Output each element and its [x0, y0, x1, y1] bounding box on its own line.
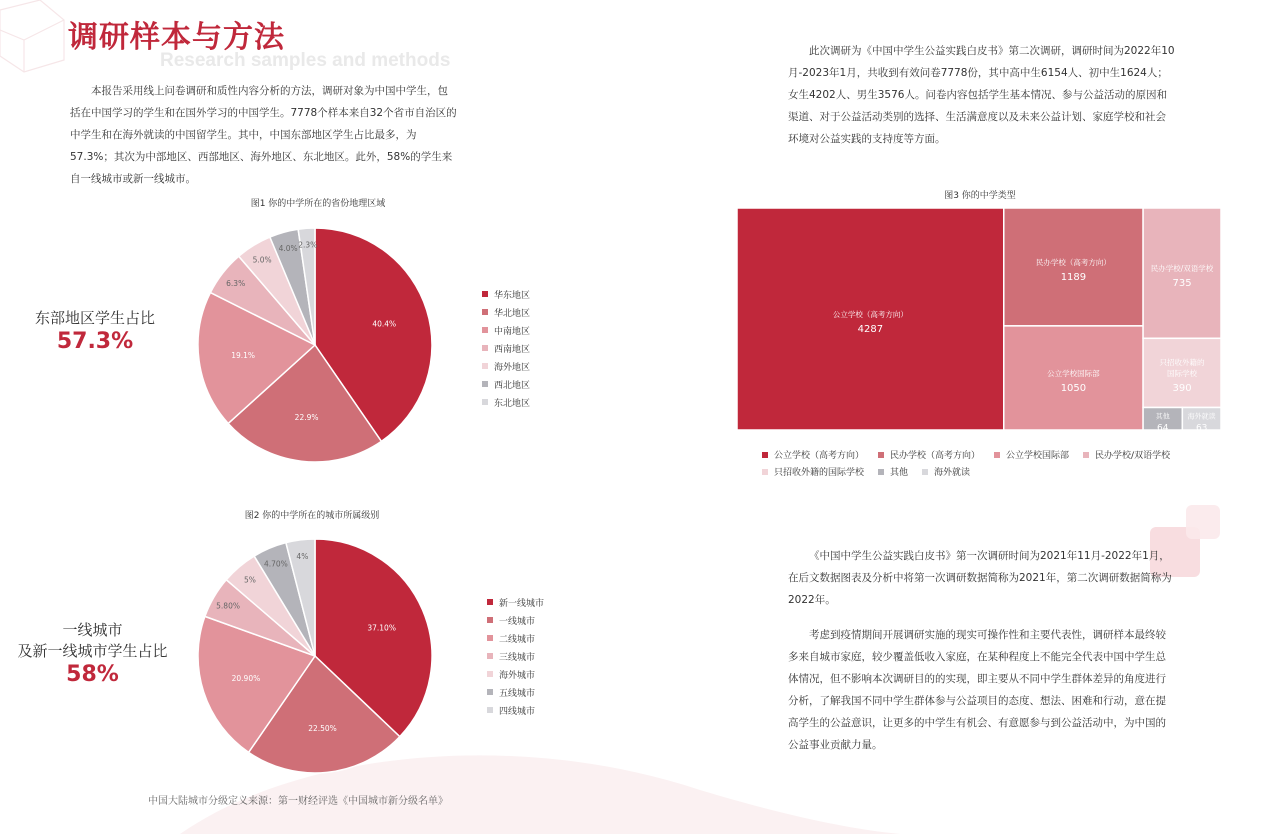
legend-label: 海外地区	[494, 362, 531, 373]
region-legend-item	[482, 339, 530, 357]
legend-swatch	[482, 309, 488, 315]
treemap-cell-value: 1189	[1060, 271, 1087, 283]
treemap-school-type	[737, 208, 1221, 430]
legend-swatch	[487, 689, 493, 695]
legend-swatch	[482, 363, 488, 369]
treemap-cell-value: 4287	[857, 324, 884, 335]
chart3-legend	[762, 446, 1202, 480]
treemap-cell-value: 63	[1195, 423, 1208, 430]
legend-swatch	[482, 345, 488, 351]
region-label-1: 40.4%	[372, 319, 397, 329]
city-label-4: 5.80%	[216, 601, 240, 611]
legend-swatch	[482, 381, 488, 387]
treemap-cell-label: 民办学校（高考方向）	[1035, 257, 1111, 267]
legend-swatch	[994, 452, 1000, 458]
legend-swatch	[878, 469, 884, 475]
pie-chart-region	[190, 222, 440, 472]
page-title: 调研样本与方法	[68, 20, 285, 55]
city-label-3: 20.90%	[231, 674, 261, 684]
legend-swatch	[487, 617, 493, 623]
legend-label: 新一线城市	[499, 598, 545, 609]
stat2-label-line1: 一线城市	[62, 621, 123, 639]
legend-label: 四线城市	[499, 706, 536, 717]
legend-label: 只招收外籍的国际学校	[774, 468, 865, 478]
city-legend-item	[487, 611, 544, 629]
limitation-paragraph: 考虑到疫情期间开展调研实施的现实可操作性和主要代表性，调研样本最终较多来自城市家庭，较少覆盖低收入家庭，在某种程度上不能完全代表中国中学生总体情况，但不影响本次调研目的的实现，即主要从不同中学生群体差异的角度进行分析，了解我国不同中学生群体参与公益项目的态度、想法、困难和行动，意在提高学生的公益意识，让更多的中学生有机会、有意愿参与到公益活动中，为中国的公益事业贡献力量。	[788, 629, 1166, 751]
treemap-cell-label: 公立学校（高考方向）	[832, 310, 908, 319]
city-label-1: 37.10%	[367, 623, 396, 633]
legend-label: 二线城市	[499, 634, 536, 645]
school-type-legend-item	[994, 446, 1069, 463]
city-label-5: 5%	[243, 575, 256, 585]
legend-label: 华北地区	[494, 308, 531, 319]
chart2-legend	[487, 593, 544, 719]
region-label-4: 6.3%	[226, 279, 246, 289]
source-footnote: 中国大陆城市分级定义来源：第一财经评选《中国城市新分级名单》	[148, 796, 448, 807]
legend-swatch	[922, 469, 928, 475]
region-legend-item	[482, 285, 530, 303]
pie-chart-city	[190, 533, 440, 783]
legend-label: 公立学校国际部	[1006, 451, 1070, 461]
treemap-cell-label: 其他	[1155, 412, 1170, 421]
first-survey-paragraph: 《中国中学生公益实践白皮书》第一次调研时间为2021年11月-2022年1月，在后文数据图表及分析中将第一次调研数据简称为2021年，第二次调研数据简称为2022年。	[788, 550, 1172, 606]
legend-swatch	[482, 399, 488, 405]
legend-label: 三线城市	[499, 652, 536, 663]
legend-label: 西南地区	[494, 344, 531, 355]
school-type-legend-item	[1083, 446, 1170, 463]
chart1-legend	[482, 285, 530, 411]
legend-label: 东北地区	[494, 398, 531, 409]
city-label-7: 4%	[296, 552, 309, 562]
legend-swatch	[482, 327, 488, 333]
legend-label: 一线城市	[499, 616, 536, 627]
square-decoration-small	[1186, 505, 1220, 539]
region-legend-item	[482, 321, 530, 339]
treemap-cell-value: 735	[1172, 278, 1192, 290]
treemap-cell-label: 国际学校	[1167, 368, 1198, 378]
region-label-2: 22.9%	[294, 413, 319, 423]
legend-label: 华东地区	[494, 290, 531, 301]
stat1-label: 东部地区学生占比	[34, 309, 155, 327]
legend-swatch	[487, 653, 493, 659]
school-type-legend-item	[922, 463, 970, 480]
stat1-value: 57.3%	[56, 329, 134, 354]
school-type-legend-item	[762, 463, 864, 480]
treemap-cell-label: 公立学校国际部	[1047, 368, 1100, 378]
legend-label: 其他	[890, 468, 909, 478]
region-legend-item	[482, 393, 530, 411]
region-legend-item	[482, 375, 530, 393]
treemap-cell-label: 民办学校/双语学校	[1150, 264, 1214, 274]
legend-swatch	[762, 469, 768, 475]
legend-label: 民办学校（高考方向）	[890, 451, 981, 461]
treemap-cell-value: 1050	[1060, 382, 1087, 394]
legend-swatch	[487, 635, 493, 641]
stat2-value: 58%	[66, 662, 119, 687]
region-label-5: 5.0%	[252, 255, 272, 265]
legend-label: 民办学校/双语学校	[1095, 451, 1171, 461]
legend-label: 五线城市	[499, 688, 536, 699]
city-legend-item	[487, 701, 544, 719]
school-type-legend-item	[762, 446, 864, 463]
legend-swatch	[762, 452, 768, 458]
legend-swatch	[1083, 452, 1089, 458]
intro-paragraph: 本报告采用线上问卷调研和质性内容分析的方法，调研对象为中国中学生，包括在中国学习的学生和在国外学习的中国学生。7778个样本来自32个省市自治区的中学生和在海外就读的中国留学生。其中，中国东部地区学生占比最多，为57.3%；其次为中部地区、西部地区、海外地区、东北地区。此外，58%的学生来自一线城市或新一线城市。	[70, 85, 457, 185]
chart2-title: 图2 你的中学所在的城市所属级别	[244, 511, 380, 521]
treemap-cell-label: 只招收外籍的	[1159, 357, 1205, 367]
region-legend-item	[482, 303, 530, 321]
treemap-cell-label: 海外就读	[1187, 412, 1216, 421]
region-label-6: 4.0%	[278, 244, 298, 254]
city-legend-item	[487, 593, 544, 611]
treemap-cell-value: 390	[1172, 382, 1192, 394]
city-label-6: 4.70%	[263, 559, 288, 569]
legend-swatch	[487, 671, 493, 677]
region-legend-item	[482, 357, 530, 375]
city-label-2: 22.50%	[308, 724, 337, 734]
city-legend-item	[487, 665, 544, 683]
region-label-3: 19.1%	[231, 350, 256, 360]
chart1-title: 图1 你的中学所在的省份地理区域	[250, 199, 386, 209]
legend-label: 海外城市	[499, 670, 536, 681]
page-subtitle: Research samples and methods	[160, 50, 451, 71]
city-legend-item	[487, 629, 544, 647]
legend-swatch	[482, 291, 488, 297]
legend-label: 中南地区	[494, 326, 531, 337]
survey-paragraph: 此次调研为《中国中学生公益实践白皮书》第二次调研，调研时间为2022年10月-2023年1月，共收到有效问卷7778份，其中高中生6154人、初中生1624人；女生4202人、男生3576人。问卷内容包括学生基本情况、参与公益活动的原因和渠道、对于公益活动类别的选择、生活满意度以及未来公益计划、家庭学校和社会环境对公益实践的支持度等方面。	[788, 45, 1175, 145]
legend-swatch	[878, 452, 884, 458]
legend-label: 公立学校（高考方向）	[774, 451, 865, 461]
chart3-title: 图3 你的中学类型	[944, 191, 1016, 201]
legend-swatch	[487, 599, 493, 605]
school-type-legend-item	[878, 446, 980, 463]
stat2-label-line2: 及新一线城市学生占比	[17, 642, 168, 660]
school-type-legend-item	[878, 463, 908, 480]
city-legend-item	[487, 683, 544, 701]
legend-swatch	[487, 707, 493, 713]
legend-label: 海外就读	[934, 468, 971, 478]
city-legend-item	[487, 647, 544, 665]
legend-label: 西北地区	[494, 380, 531, 391]
region-label-7: 2.3%	[298, 240, 318, 250]
treemap-cell-1	[737, 208, 1004, 430]
treemap-cell-value: 64	[1156, 423, 1169, 430]
